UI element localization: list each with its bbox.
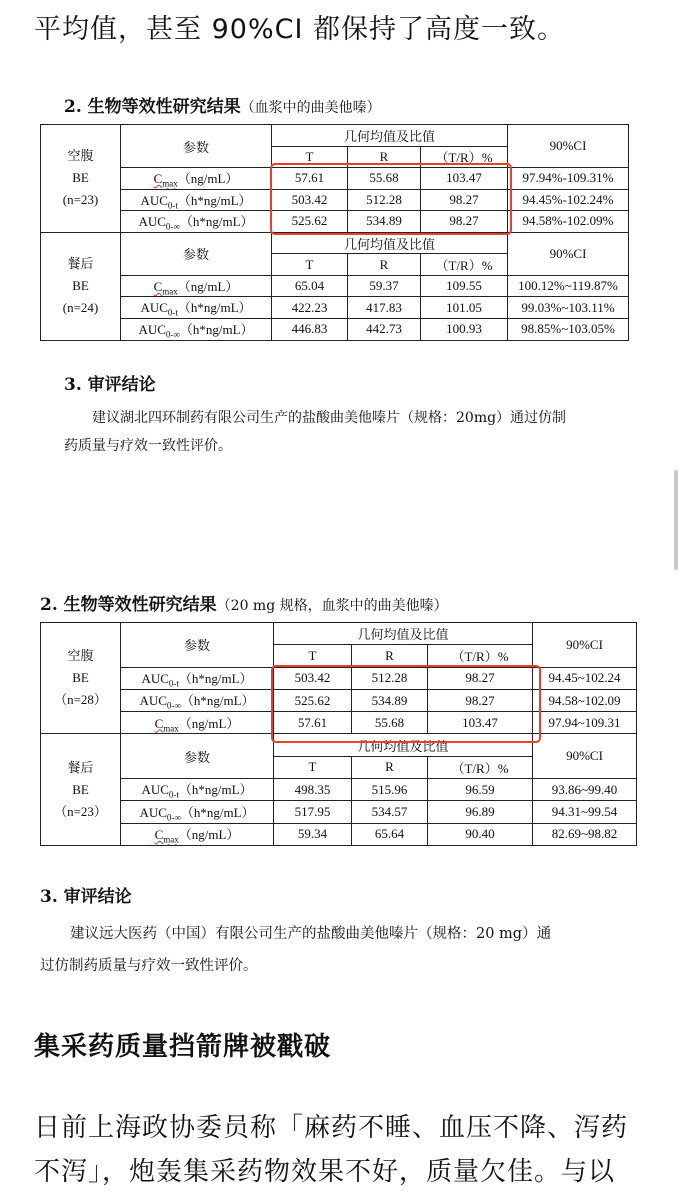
value-ratio: 98.27 (421, 189, 508, 211)
header-ci: 90%CI (508, 232, 629, 275)
value-ci: 94.45%-102.24% (508, 189, 629, 211)
value-t: 525.62 (274, 689, 352, 711)
conclusion-line: 建议远大医药（中国）有限公司生产的盐酸曲美他嗪片（规格：20 mg）通 (70, 926, 552, 942)
param-subscript: max (162, 286, 178, 297)
header-ci: 90%CI (533, 734, 637, 779)
conclusion-title: 3. 审评结论 (40, 887, 132, 907)
value-ci: 97.94~109.31 (533, 712, 637, 734)
value-t: 65.04 (272, 275, 348, 297)
section-subtitle: （20 mg 规格，血浆中的曲美他嗪） (216, 598, 448, 614)
table-row (41, 189, 629, 211)
value-t: 503.42 (272, 189, 348, 211)
param-unit: （h*ng/mL） (180, 804, 255, 820)
group-label (41, 125, 121, 233)
value-r: 534.57 (352, 801, 428, 823)
header-ci: 90%CI (533, 623, 637, 668)
group-label-line: BE (72, 170, 89, 186)
group-label-line: BE (72, 278, 89, 294)
param-cell (121, 211, 272, 233)
param-cell (121, 318, 272, 340)
value-r: 65.64 (352, 823, 428, 845)
value-ci: 100.12%~119.87% (508, 275, 629, 297)
conclusion-line: 药质量与疗效一致性评价。 (64, 438, 232, 454)
value-t: 59.34 (274, 823, 352, 845)
value-r: 512.28 (348, 189, 421, 211)
section-title: 2. 生物等效性研究结果（20 mg 规格，血浆中的曲美他嗪） (40, 595, 448, 615)
value-ci: 97.94%-109.31% (508, 168, 629, 190)
header-geometric-mean: 几何均值及比值 (274, 734, 533, 756)
param-name: AUC (139, 804, 167, 820)
param-cell (121, 779, 274, 801)
table-header-row (41, 125, 629, 147)
group-label-line: 餐后 (67, 256, 94, 272)
header-geometric-mean: 几何均值及比值 (274, 623, 533, 645)
param-subscript: max (162, 178, 178, 189)
value-ratio: 101.05 (421, 297, 508, 319)
param-name: AUC (139, 693, 167, 709)
value-ci: 99.03%~103.11% (508, 297, 629, 319)
header-t: T (272, 146, 348, 168)
header-ratio: （T/R）% (421, 254, 508, 276)
header-param: 参数 (121, 125, 272, 168)
param-unit: （h*ng/mL） (179, 214, 254, 230)
header-param: 参数 (121, 623, 274, 668)
value-ratio: 96.59 (428, 779, 533, 801)
value-ratio: 100.93 (421, 318, 508, 340)
value-r: 512.28 (352, 667, 428, 689)
table-row (41, 689, 637, 711)
param-subscript: 0-∞ (165, 221, 180, 232)
param-subscript: 0-∞ (165, 329, 180, 340)
param-subscript: 0-t (167, 307, 178, 318)
value-t: 525.62 (272, 211, 348, 233)
header-r: R (348, 146, 421, 168)
group-label-line: BE (72, 670, 89, 686)
param-name: C (153, 278, 163, 294)
conclusion-title: 3. 审评结论 (64, 375, 156, 395)
value-r: 59.37 (348, 275, 421, 297)
value-t: 57.61 (272, 168, 348, 190)
scrollbar-thumb[interactable] (674, 470, 678, 570)
value-t: 57.61 (274, 712, 352, 734)
value-ratio: 109.55 (421, 275, 508, 297)
param-name: C (154, 715, 164, 731)
table-header-row (41, 623, 637, 645)
value-t: 498.35 (274, 779, 352, 801)
table-row (41, 275, 629, 297)
value-t: 446.83 (272, 318, 348, 340)
value-t: 503.42 (274, 667, 352, 689)
value-r: 417.83 (348, 297, 421, 319)
value-ci: 82.69~98.82 (533, 823, 637, 845)
group-label (41, 232, 121, 340)
conclusion-text (64, 404, 566, 460)
header-ratio: （T/R）% (428, 756, 533, 778)
group-label-line: (n=24) (62, 300, 99, 316)
param-name: C (154, 827, 164, 843)
be-results-table (40, 124, 629, 341)
value-ratio: 98.27 (421, 211, 508, 233)
param-unit: （h*ng/mL） (179, 321, 254, 337)
param-name: AUC (141, 670, 169, 686)
value-ci: 94.45~102.24 (533, 667, 637, 689)
param-subscript: 0-t (167, 200, 178, 211)
param-cell (121, 297, 272, 319)
table-row (41, 823, 637, 845)
param-cell (121, 689, 274, 711)
table-row (41, 168, 629, 190)
value-ratio: 98.27 (428, 689, 533, 711)
body-line: 日前上海政协委员称「麻药不睡、血压不降、泻药 (34, 1113, 629, 1143)
group-label-line: (n=23) (62, 192, 99, 208)
param-unit: （h*ng/mL） (180, 693, 255, 709)
table-header-row (41, 232, 629, 254)
group-label (41, 734, 121, 845)
header-r: R (352, 645, 428, 667)
group-label-line: （n=23） (54, 803, 107, 819)
section-subtitle: （血浆中的曲美他嗪） (240, 100, 381, 116)
value-t: 422.23 (272, 297, 348, 319)
value-ci: 94.31~99.54 (533, 801, 637, 823)
param-cell (121, 667, 274, 689)
value-t: 517.95 (274, 801, 352, 823)
param-cell (121, 168, 272, 190)
conclusion-text (40, 918, 551, 982)
param-unit: （ng/mL） (178, 715, 240, 731)
param-subscript: 0-∞ (166, 812, 181, 823)
param-subscript: max (163, 834, 179, 845)
header-r: R (352, 756, 428, 778)
article-headline: 集采药质量挡箭牌被戳破 (34, 1032, 332, 1062)
header-geometric-mean: 几何均值及比值 (272, 125, 508, 147)
value-ratio: 90.40 (428, 823, 533, 845)
value-ratio: 96.89 (428, 801, 533, 823)
header-t: T (274, 645, 352, 667)
param-cell (121, 275, 272, 297)
param-cell (121, 189, 272, 211)
group-label-line: 空腹 (67, 648, 94, 664)
table-row (41, 667, 637, 689)
header-geometric-mean: 几何均值及比值 (272, 232, 508, 254)
param-subscript: 0-t (168, 678, 179, 689)
value-ci: 98.85%~103.05% (508, 318, 629, 340)
param-subscript: 0-t (168, 790, 179, 801)
value-r: 534.89 (352, 689, 428, 711)
group-label-line: 餐后 (67, 759, 94, 775)
param-unit: （h*ng/mL） (177, 192, 252, 208)
header-r: R (348, 254, 421, 276)
param-unit: （h*ng/mL） (178, 782, 253, 798)
param-name: AUC (141, 782, 169, 798)
header-ratio: （T/R）% (421, 146, 508, 168)
param-name: AUC (138, 214, 166, 230)
value-r: 534.89 (348, 211, 421, 233)
header-ratio: （T/R）% (428, 645, 533, 667)
value-ci: 94.58%-102.09% (508, 211, 629, 233)
param-subscript: 0-∞ (166, 700, 181, 711)
param-unit: （h*ng/mL） (178, 670, 253, 686)
value-ratio: 103.47 (421, 168, 508, 190)
group-label-line: BE (72, 781, 89, 797)
table-row (41, 712, 637, 734)
value-ratio: 103.47 (428, 712, 533, 734)
article-body (34, 1106, 650, 1194)
header-ci: 90%CI (508, 125, 629, 168)
table-row (41, 211, 629, 233)
header-param: 参数 (121, 734, 274, 779)
body-line: 不泻」，炮轰集采药物效果不好，质量欠佳。与以 (34, 1157, 616, 1187)
header-t: T (274, 756, 352, 778)
conclusion-line: 建议湖北四环制药有限公司生产的盐酸曲美他嗪片（规格：20mg）通过仿制 (92, 410, 567, 426)
value-ci: 93.86~99.40 (533, 779, 637, 801)
param-name: AUC (140, 192, 168, 208)
param-cell (121, 801, 274, 823)
param-unit: （ng/mL） (178, 827, 240, 843)
group-label-line: 空腹 (67, 148, 94, 164)
param-name: AUC (140, 300, 168, 316)
value-r: 515.96 (352, 779, 428, 801)
table-header-row (41, 734, 637, 756)
section-title: 2. 生物等效性研究结果（血浆中的曲美他嗪） (64, 97, 381, 117)
param-cell (121, 712, 274, 734)
table-row (41, 779, 637, 801)
table-row (41, 297, 629, 319)
value-r: 442.73 (348, 318, 421, 340)
value-r: 55.68 (348, 168, 421, 190)
table-row (41, 801, 637, 823)
param-unit: （ng/mL） (177, 171, 239, 186)
header-t: T (272, 254, 348, 276)
value-ci: 94.58~102.09 (533, 689, 637, 711)
param-unit: （h*ng/mL） (177, 300, 252, 316)
header-param: 参数 (121, 232, 272, 275)
param-name: AUC (138, 321, 166, 337)
be-results-table (40, 622, 637, 846)
param-subscript: max (163, 723, 179, 734)
table-row (41, 318, 629, 340)
conclusion-line: 过仿制药质量与疗效一致性评价。 (40, 958, 258, 974)
value-r: 55.68 (352, 712, 428, 734)
group-label (41, 623, 121, 734)
group-label-line: （n=28） (54, 692, 107, 708)
intro-line: 平均值，甚至 90%CI 都保持了高度一致。 (34, 14, 565, 45)
value-ratio: 98.27 (428, 667, 533, 689)
param-name: C (153, 171, 163, 186)
param-cell (121, 823, 274, 845)
param-unit: （ng/mL） (177, 278, 239, 294)
